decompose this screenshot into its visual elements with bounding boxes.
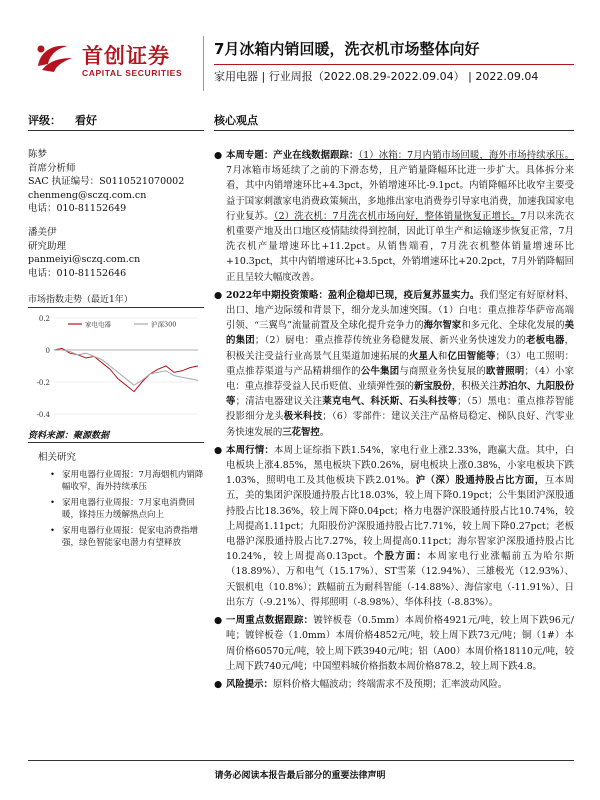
report-subtitle: 家用电器 | 行业周报（2022.08.29-2022.09.04） | 2022.09.04 — [214, 70, 539, 83]
rating-value: 看好 — [75, 114, 97, 127]
chart-title: 市场指数走势（最近1年） — [28, 295, 133, 305]
core-view-title: 核心观点 — [214, 114, 258, 127]
y-tick-label: -0.4 — [36, 411, 50, 419]
logo-cn-text: 首创证券 — [82, 44, 170, 68]
rating-label: 评级： — [28, 114, 61, 127]
related-item[interactable]: • 家用电器行业周报：促家电消费指增强，绿色智能家电潜力有望释放 — [50, 525, 199, 548]
rating — [28, 112, 97, 128]
chart-rule — [28, 307, 204, 308]
related-title: 相关研究 — [38, 452, 77, 463]
core-view-body — [214, 148, 574, 695]
para-topic: ● 本周专题：产业在线数据跟踪：（1）冰箱：7月内销市场回暖，海外市场持续承压。7月冰箱市场延续了之前的下滑态势，且产销量降幅环比进一步扩大。具体拆分来看，其中内销增速环比+4.3pct，外销增速环比-9.1pct。内销降幅环比收窄主要受益于国家刺激家电消费政策频出，多地推出家电消费券引导家电消费，加速我国家电行业复苏。（2）洗衣机：7月洗衣机市场向好，整体销量恢复正增长。7月以来洗衣机重要产地及出口地区疫情陆续得到控制，因此订单生产和运输逐步恢复正常，7月洗衣机产量增速环比+11.2pct。从销售端看，7月洗衣机整体销量增速环比+10.3pct，其中内销增速环比+3.5pct，外销增速环比+20.2pct，7月外销降幅回正且呈较大幅度改善。 — [214, 150, 574, 283]
logo-en-text: CAPITAL SECURITIES — [82, 68, 183, 78]
para-data: ● 一周重点数据跟踪：镀锌板卷（0.5mm）本周价格4921元/吨，较上周下跌96元/吨；镀锌板卷（1.0mm）本周价格4852元/吨，较上周下跌73元/吨；铜（1#）本周价格60570元/吨，较上周下跌3940元/吨；铝（A00）本周价格18110元/吨，较上周下跌740元/吨；中国塑料城价格指数本周价格878.2，较上周下跌4.8。 — [214, 615, 574, 672]
related-item[interactable]: • 家用电器行业周报：7月海烟机内销降幅收窄，海外持续承压 — [50, 469, 204, 492]
report-title: 7月冰箱内销回暖，洗衣机市场整体向好 — [214, 40, 480, 58]
analyst-email[interactable]: chenmeng@sczq.com.cn — [28, 189, 147, 201]
legend-label: 家电电器 — [85, 320, 111, 329]
analyst-phone: 电话：010-81152649 — [28, 203, 127, 214]
analyst-name: 陈梦 — [28, 149, 48, 160]
analyst-2 — [28, 226, 140, 280]
title-underline — [214, 64, 574, 65]
analyst-1 — [28, 148, 184, 216]
related-item[interactable]: • 家用电器行业周报：7月家电消费回暖，锋持压力缓解热点向上 — [50, 497, 195, 520]
para-strategy: ● 2022年中期投资策略：盈利企稳却已现，疫后复苏显实力。我们坚定有好原材料、出口、地产边际缓和背景下，细分龙头加速突围。（1）白电：重点推荐华萨帝高端引领、“三翼鸟”流量前置及全球化提升竞争力的海尔智家和多元化、全球化发展的美的集团；（2）厨电：重点推荐传统业务稳健发展、新兴业务快速发力的老板电器，积极关注受益行业高景气且渠道加速拓展的火星人和亿田智能等；（3）电工照明：重点推荐渠道与产品精耕细作的公牛集团与商照业务快复展的欧普照明；（4）小家电：重点推荐受益人民币贬值、业绩弹性强的新宝股份，积极关注苏泊尔、九阳股份等；清洁电器建议关注莱克电气、科沃斯、石头科技等；（5）黑电：重点推荐智能投影细分龙头极米科技；（6）零部件：建议关注产品格局稳定、梯队良好、汽零业务快速发展的三花智控。 — [214, 289, 574, 438]
analyst-email[interactable]: panmeiyi@sczq.com.cn — [28, 254, 141, 265]
y-tick-label: -0.2 — [36, 379, 50, 387]
footer-disclaimer: 请务必阅读本报告最后部分的重要法律声明 — [214, 771, 386, 781]
series-line — [54, 350, 198, 385]
chart-source: 资料来源：聚源数据 — [28, 431, 110, 441]
analyst-title: 研究助理 — [28, 240, 67, 252]
para-risk: ● 风险提示：原料价格大幅波动；终端需求不及预期；汇率波动风险。 — [214, 678, 508, 690]
para-market: ● 本周行情：本周上证综指下跌1.54%，家电行业上涨2.33%，跑赢大盘。其中，白电板块上涨4.85%，黑电板块下跌0.26%，厨电板块上涨0.38%，小家电板块下跌1.03%，照明电工及其他板块下跌2.01%。沪（深）股通持股占比方面，互本周五，美的集团沪深股通持股占比18.03%，较上周下降0.19pct；公牛集团沪深股通持股占比18.36%，较上周下降0.04pct；格力电器沪深股通持股占比10.74%，较上周提高1.11pct；九阳股份沪深股通持股占比7.71%，较上周下降0.27pct；老板电器沪深股通持股占比7.27%，较上周提高0.11pct；海尔智家沪深股通持股占比10.24%，较上周提高0.13pct。个股方面：本周家电行业涨幅前五为哈尔斯（18.89%）、万和电气（15.17%）、ST雪莱（12.94%）、三雄极光（12.93%）、天银机电（10.8%）；跌幅前五为耐科智能（-14.88%）、海信家电（-11.91%）、日出东方（-9.21%）、得邦照明（-8.98%）、华体科技（-8.83%）。 — [214, 444, 574, 608]
source-rule — [28, 442, 204, 443]
analyst-license: SAC 执证编号：S0110521070002 — [28, 176, 185, 187]
related-research — [28, 452, 204, 553]
logo-mark-icon — [34, 40, 74, 74]
right-rule — [214, 130, 574, 131]
y-tick-label: 0 — [45, 347, 50, 355]
analyst-phone: 电话：010-81152646 — [28, 267, 127, 279]
index-chart — [28, 310, 204, 422]
series-line — [54, 348, 198, 391]
analyst-name: 潘美伊 — [28, 227, 57, 238]
legend-label: 沪深300 — [151, 320, 177, 329]
y-tick-label: 0.2 — [38, 315, 50, 323]
left-rule — [28, 130, 204, 131]
header-divider — [203, 36, 204, 91]
analyst-title: 首席分析师 — [28, 162, 76, 174]
footer-rule — [28, 760, 574, 761]
